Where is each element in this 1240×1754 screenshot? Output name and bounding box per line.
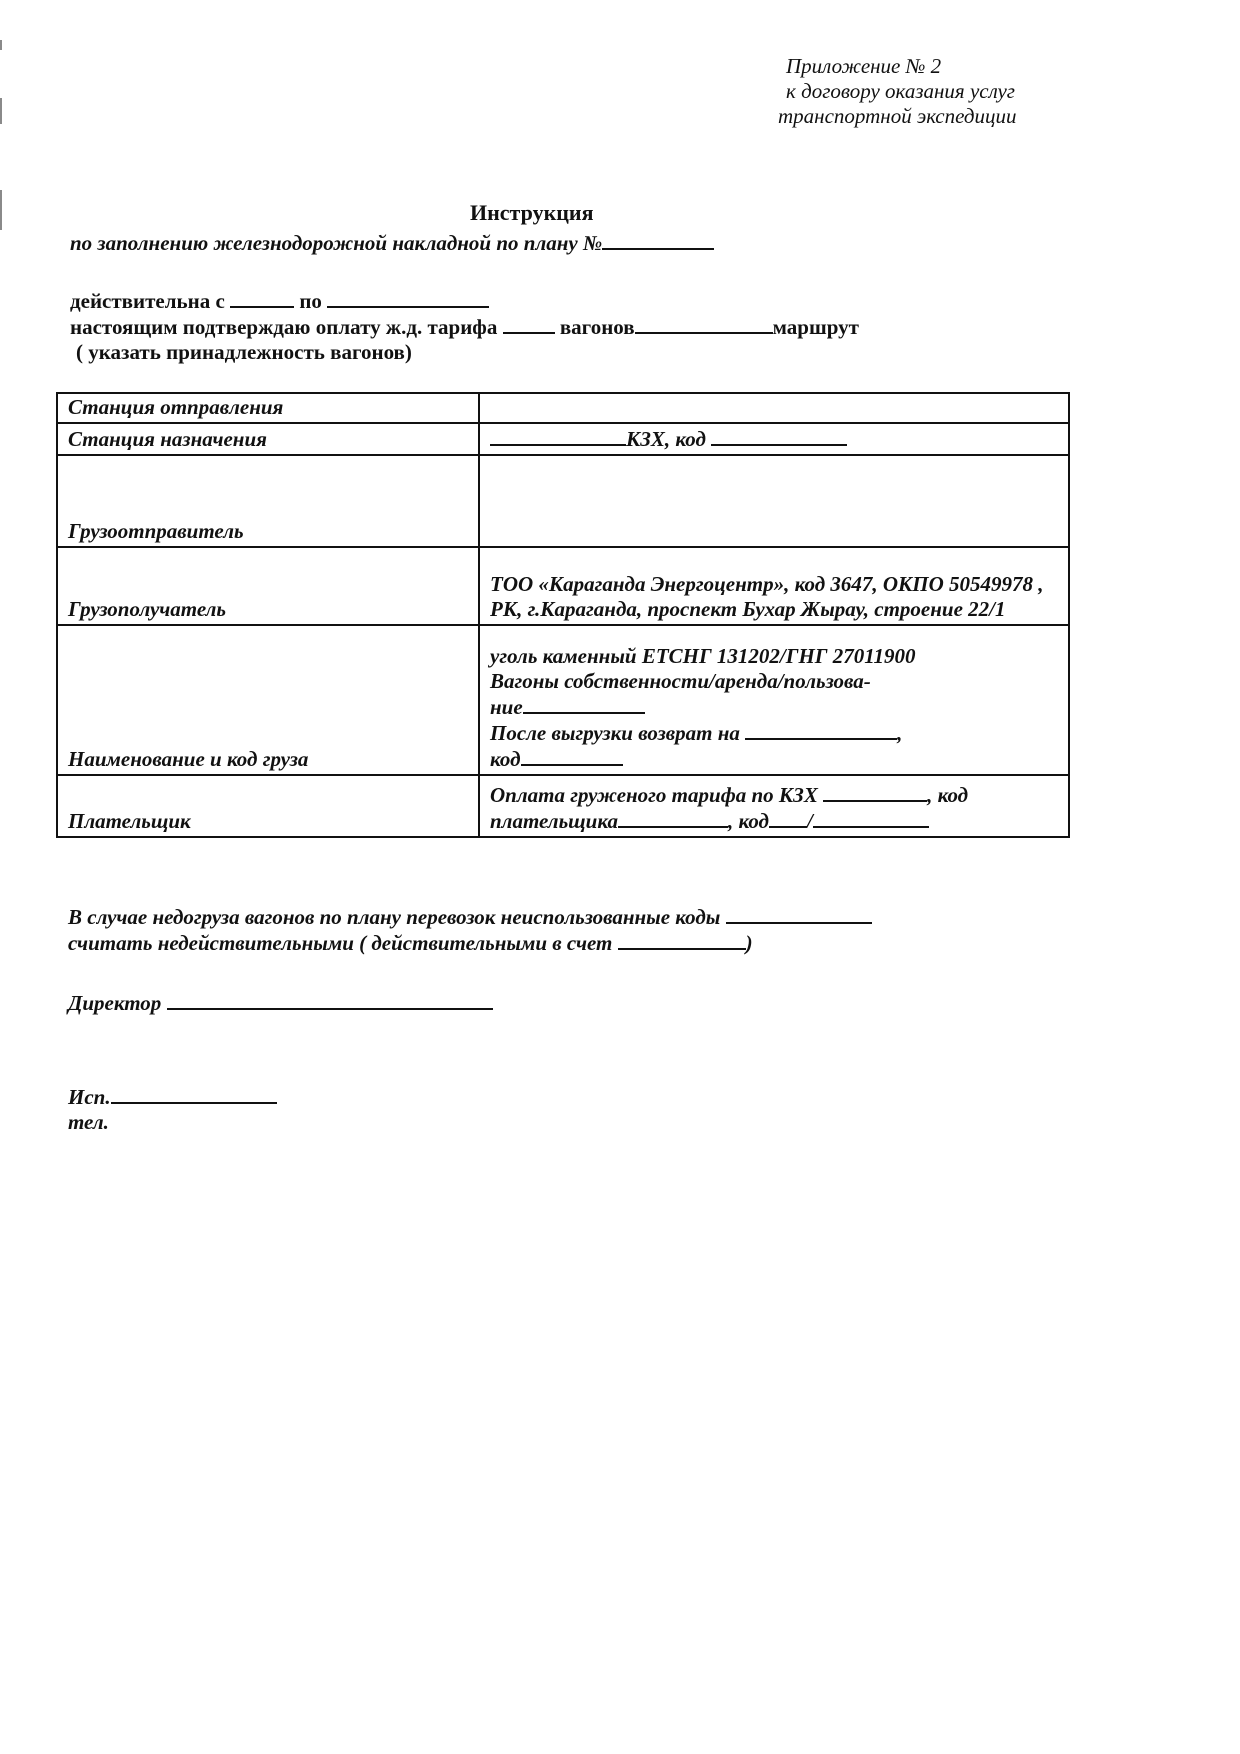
payer-code-slash: / (806, 809, 813, 833)
shipper-value (479, 455, 1069, 547)
payer-code-text: плательщика (490, 809, 618, 833)
appendix-header (778, 54, 1078, 129)
wagons-blank (635, 314, 773, 334)
director-signature-blank (167, 990, 493, 1010)
consignee-label: Грузополучатель (57, 547, 479, 625)
table-row (57, 625, 1069, 775)
payer-code-line (490, 808, 1058, 834)
table-row (57, 455, 1069, 547)
payer-value (479, 775, 1069, 837)
document-subtitle (70, 230, 714, 256)
table-row (57, 775, 1069, 837)
cargo-return-line (490, 720, 1058, 746)
phone-line: тел. (68, 1110, 109, 1134)
payer-code-blank-2 (813, 808, 929, 828)
scan-edge-mark (0, 98, 2, 124)
underload-end: ) (745, 931, 753, 955)
valid-from-blank (230, 288, 294, 308)
route-label: маршрут (772, 315, 859, 339)
confirm-line (70, 314, 859, 340)
table-row (57, 547, 1069, 625)
cargo-coal-line: уголь каменный ЕТСНГ 131202/ГНГ 27011900 (490, 644, 916, 668)
executor-blank (111, 1084, 277, 1104)
unused-codes-blank (726, 904, 872, 924)
cargo-code-blank (521, 746, 623, 766)
confirm-label: настоящим подтверждаю оплату ж.д. тарифа (70, 315, 498, 339)
cargo-return-comma: , (897, 721, 903, 745)
wagons-label: вагонов (559, 315, 635, 339)
underload-line-1 (68, 904, 872, 930)
station-code-blank (711, 426, 847, 446)
payer-tariff-end: , код (927, 783, 969, 807)
payer-tariff-text: Оплата груженого тарифа по КЗХ (490, 783, 818, 807)
departure-station-label: Станция отправления (57, 393, 479, 423)
departure-station-value (479, 393, 1069, 423)
shipper-label: Грузоотправитель (57, 455, 479, 547)
plan-number-blank (602, 230, 714, 250)
account-blank (618, 930, 746, 950)
cargo-use-blank (523, 694, 645, 714)
table-row (57, 393, 1069, 423)
payer-blank (618, 808, 728, 828)
destination-station-label: Станция назначения (57, 423, 479, 455)
ownership-note: ( указать принадлежность вагонов) (76, 340, 412, 364)
payer-label: Плательщик (57, 775, 479, 837)
underload-line-2 (68, 930, 753, 956)
executor-label: Исп. (68, 1085, 111, 1109)
valid-to-blank (327, 288, 489, 308)
destination-station-text: КЗХ, код (626, 427, 706, 451)
cargo-return-text: После выгрузки возврат на (490, 721, 740, 745)
scan-edge-mark (0, 190, 2, 230)
appendix-number: Приложение № 2 (786, 54, 942, 78)
waybill-table (56, 392, 1070, 838)
cargo-use-text: ние (490, 695, 523, 719)
payer-tariff-line (490, 782, 1058, 808)
underload-text-1: В случае недогруза вагонов по плану перевозок неиспользованные коды (68, 905, 721, 929)
appendix-service: транспортной экспедиции (778, 104, 1017, 128)
payer-code-mid: , код (727, 809, 769, 833)
tariff-blank (503, 314, 555, 334)
payer-tariff-blank (823, 782, 927, 802)
cargo-value (479, 625, 1069, 775)
cargo-return-blank (745, 720, 897, 740)
cargo-use-line (490, 694, 1058, 720)
subtitle-text: по заполнению железнодорожной накладной по плану № (70, 231, 603, 255)
director-label: Директор (68, 991, 162, 1015)
station-blank (490, 426, 626, 446)
table-row (57, 423, 1069, 455)
cargo-label: Наименование и код груза (57, 625, 479, 775)
consignee-value: ТОО «Караганда Энергоцентр», код 3647, ОКПО 50549978 , РК, г.Караганда, проспект Бухар Жырау, строение 22/1 (479, 547, 1069, 625)
payer-code-blank-1 (769, 808, 807, 828)
validity-line (70, 288, 489, 314)
document-title: Инструкция (470, 200, 594, 225)
cargo-code-text: код (490, 747, 521, 771)
director-line (68, 990, 493, 1016)
underload-text-2: считать недействительными ( действительными в счет (68, 931, 613, 955)
cargo-code-line (490, 746, 1058, 772)
destination-station-value (479, 423, 1069, 455)
executor-line (68, 1084, 277, 1110)
cargo-wagons-line: Вагоны собственности/аренда/пользова- (490, 669, 871, 693)
valid-to-label: по (299, 289, 322, 313)
valid-from-label: действительна с (70, 289, 225, 313)
scan-edge-mark (0, 40, 2, 50)
appendix-contract: к договору оказания услуг (786, 79, 1015, 103)
